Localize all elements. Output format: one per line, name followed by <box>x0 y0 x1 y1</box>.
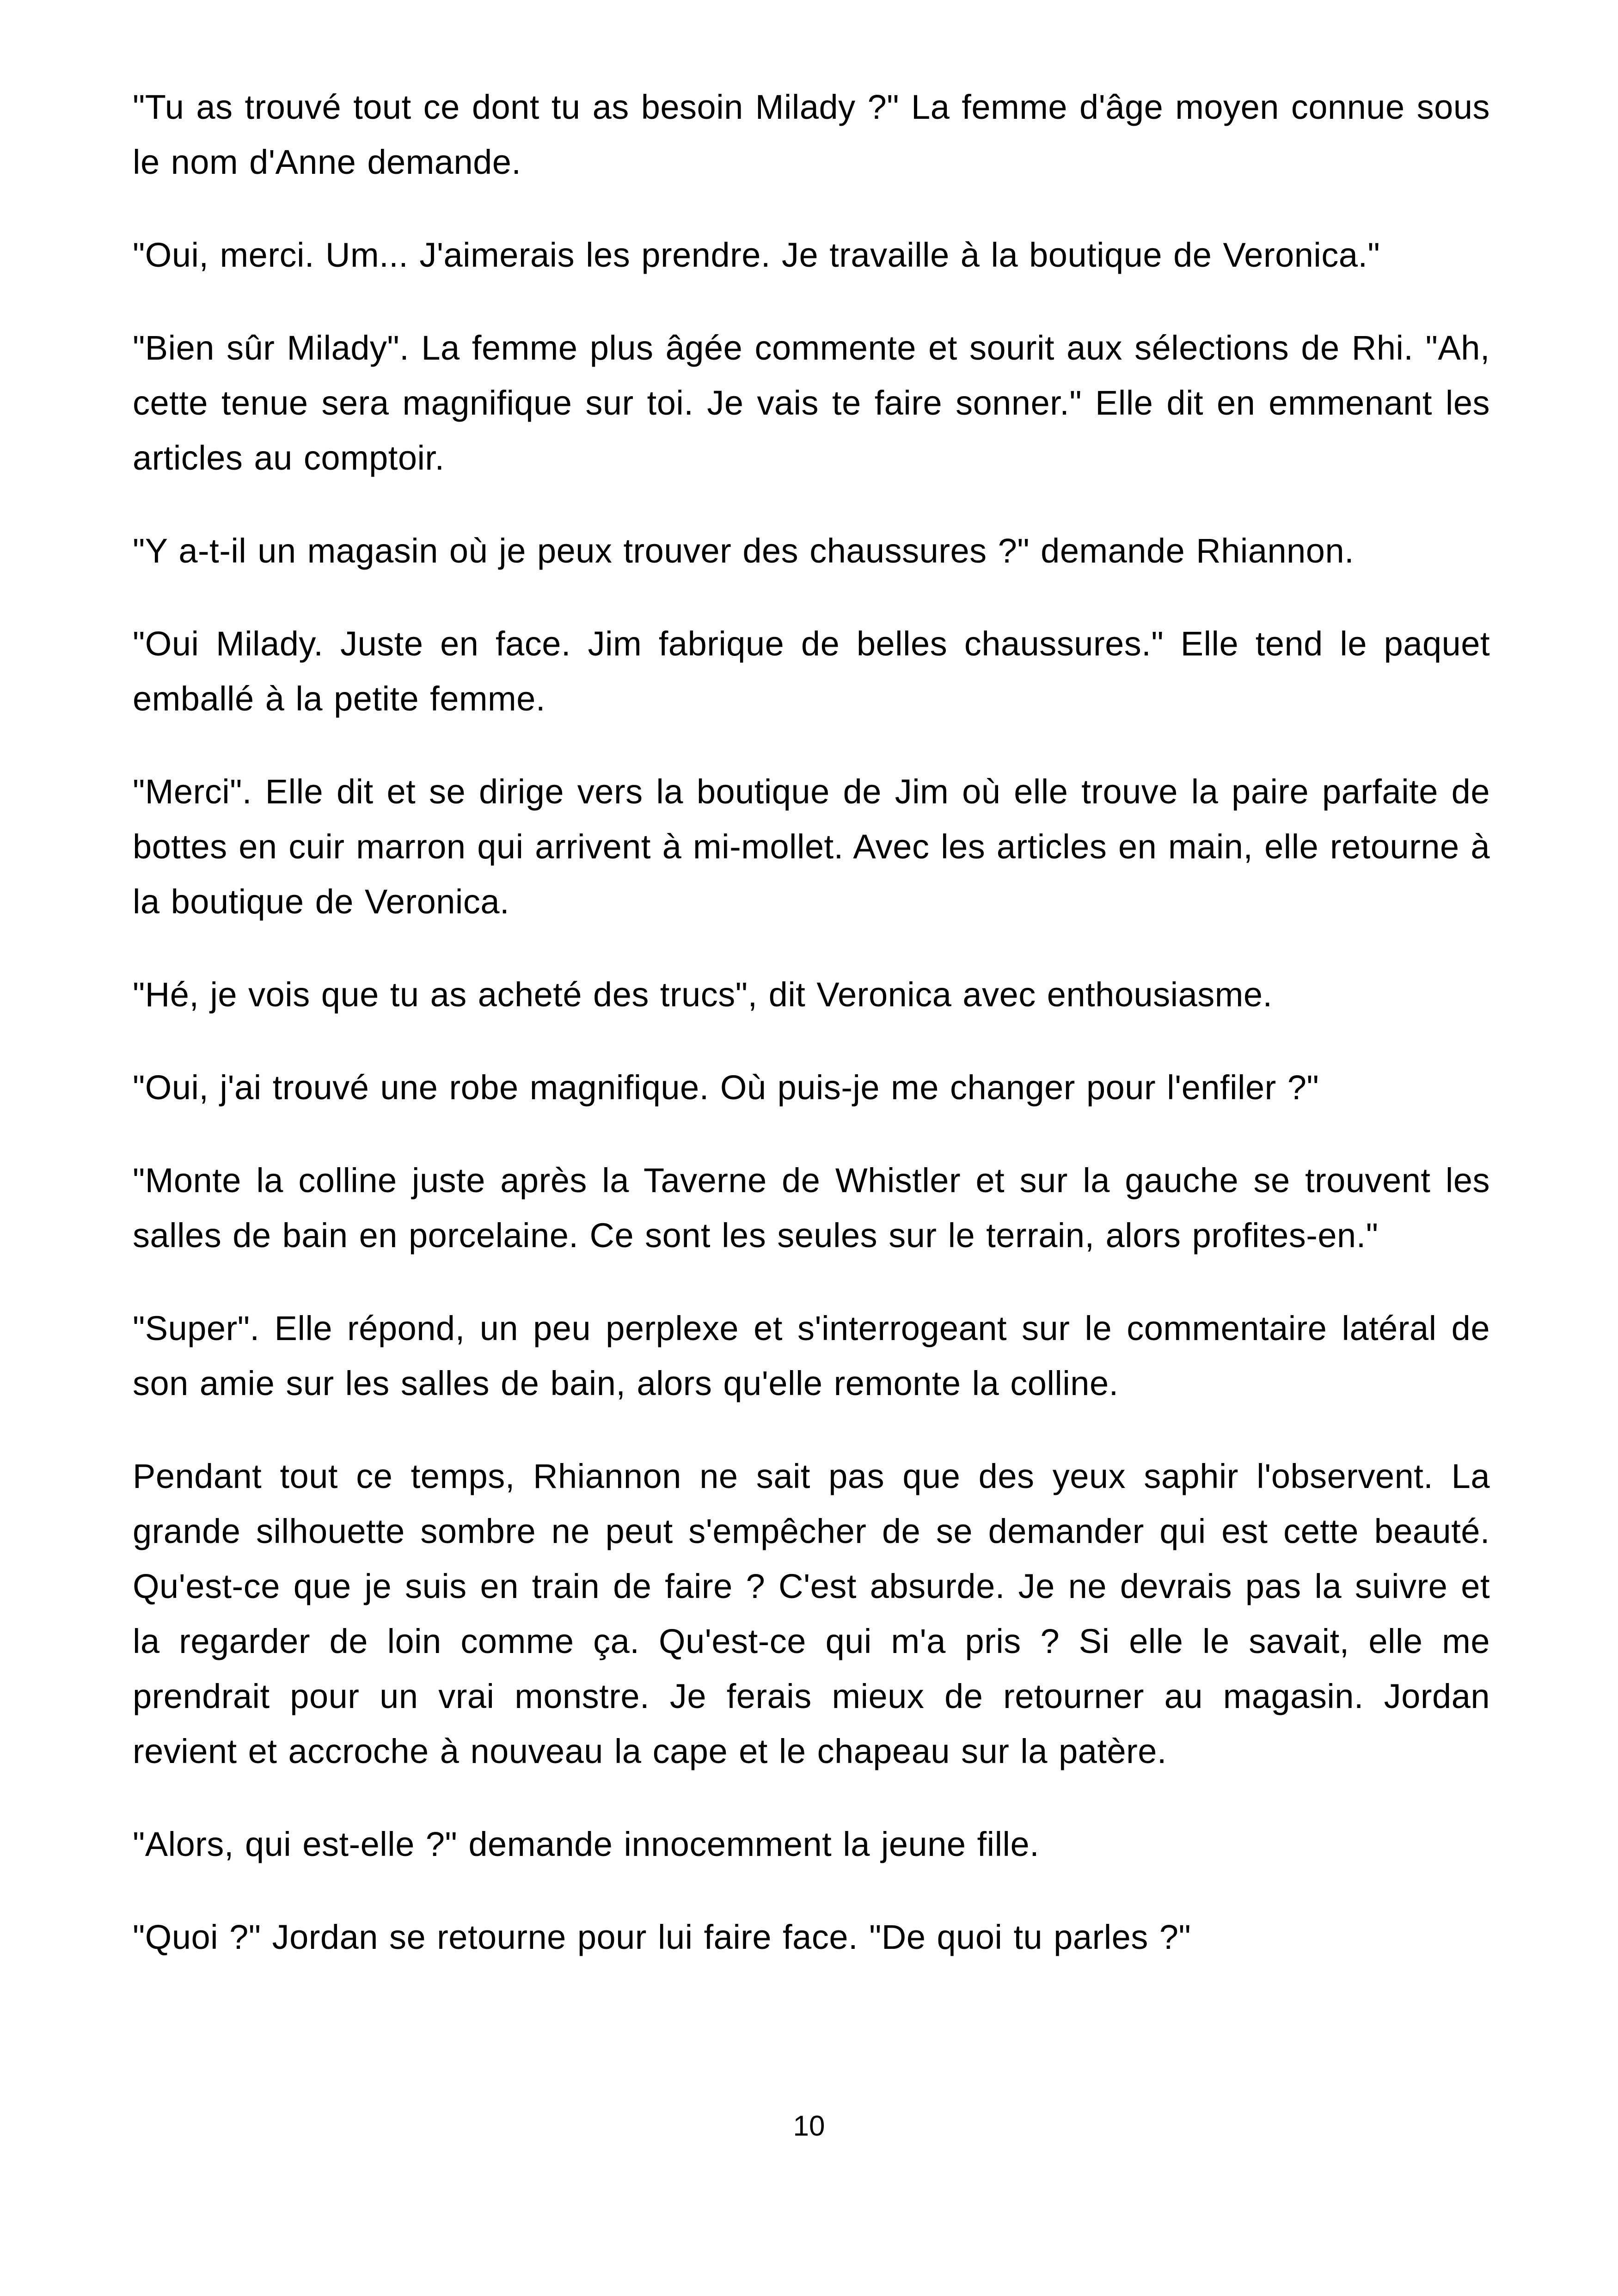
paragraph: "Merci". Elle dit et se dirige vers la boutique de Jim où elle trouve la paire parfaite de bottes en cuir marron qui arrivent à mi-mollet. Avec les articles en main, elle retourne à la boutique de Veronica. <box>133 772 1490 921</box>
paragraph: "Monte la colline juste après la Taverne de Whistler et sur la gauche se trouvent les salles de bain en porcelaine. Ce sont les seules sur le terrain, alors profites-en." <box>133 1161 1490 1255</box>
paragraph: "Hé, je vois que tu as acheté des trucs", dit Veronica avec enthousiasme. <box>133 975 1273 1014</box>
paragraph: Pendant tout ce temps, Rhiannon ne sait pas que des yeux saphir l'observent. La grande silhouette sombre ne peut s'empêcher de se demander qui est cette beauté. Qu'est-ce que je suis en train de faire ? C'est absurde. Je ne devrais pas la suivre et la regarder de loin comme ça. Qu'est-ce qui m'a pris ? Si elle le savait, elle me prendrait pour un vrai monstre. Je ferais mieux de retourner au magasin. Jordan revient et accroche à nouveau la cape et le chapeau sur la patère. <box>133 1457 1490 1770</box>
page-number: 10 <box>793 2110 825 2142</box>
paragraph: "Alors, qui est-elle ?" demande innocemment la jeune fille. <box>133 1825 1040 1863</box>
paragraph: "Super". Elle répond, un peu perplexe et s'interrogeant sur le commentaire latéral de son amie sur les salles de bain, alors qu'elle remonte la colline. <box>133 1309 1490 1402</box>
paragraph: "Tu as trouvé tout ce dont tu as besoin Milady ?" La femme d'âge moyen connue sous le nom d'Anne demande. <box>133 88 1490 181</box>
paragraph: "Oui, j'ai trouvé une robe magnifique. Où puis-je me changer pour l'enfiler ?" <box>133 1068 1319 1107</box>
text-body <box>133 80 1490 1965</box>
paragraph: "Oui Milady. Juste en face. Jim fabrique de belles chaussures." Elle tend le paquet emballé à la petite femme. <box>133 625 1490 718</box>
paragraph: "Quoi ?" Jordan se retourne pour lui faire face. "De quoi tu parles ?" <box>133 1918 1191 1956</box>
paragraph: "Oui, merci. Um... J'aimerais les prendre. Je travaille à la boutique de Veronica." <box>133 236 1380 274</box>
paragraph: "Bien sûr Milady". La femme plus âgée commente et sourit aux sélections de Rhi. "Ah, cette tenue sera magnifique sur toi. Je vais te faire sonner." Elle dit en emmenant les articles au comptoir. <box>133 329 1490 477</box>
paragraph: "Y a-t-il un magasin où je peux trouver des chaussures ?" demande Rhiannon. <box>133 532 1354 570</box>
